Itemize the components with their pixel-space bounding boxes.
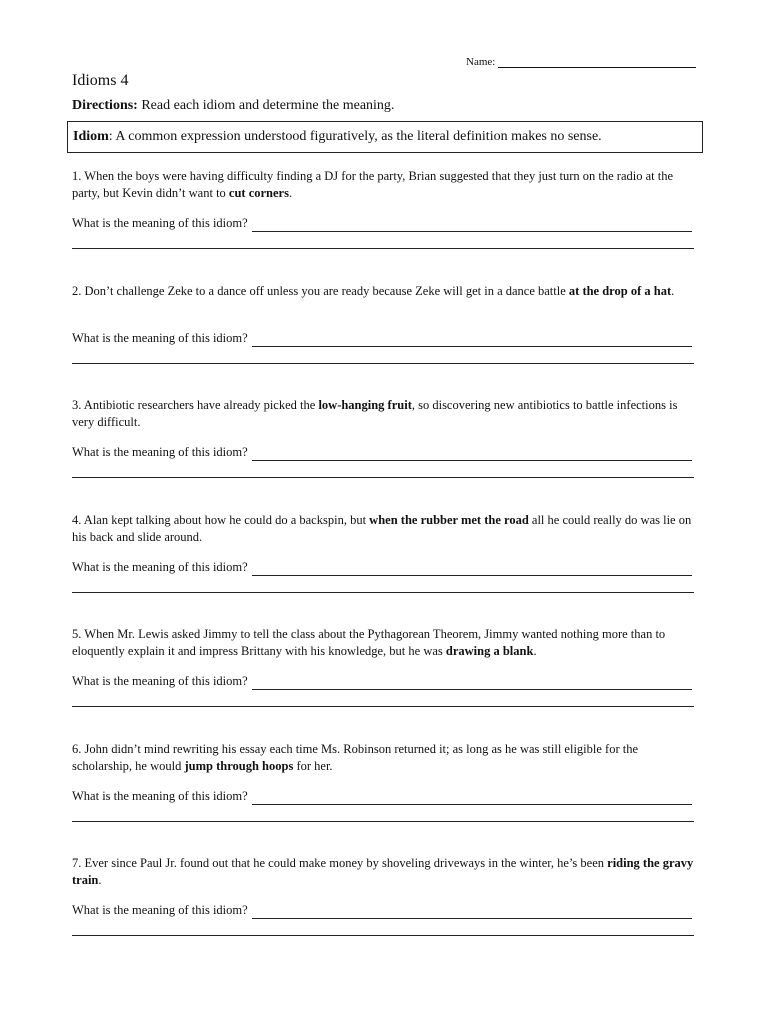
answer-prompt: What is the meaning of this idiom? xyxy=(72,674,248,688)
question-text: 5. When Mr. Lewis asked Jimmy to tell the class about the Pythagorean Theorem, Jimmy wanted nothing more than to eloquently explain it and impress Brittany with his knowledge, but he was drawing a blank. xyxy=(72,627,666,658)
answer-line[interactable] xyxy=(252,333,692,347)
idiom-phrase: drawing a blank xyxy=(445,644,534,658)
answer-row xyxy=(72,215,692,232)
question-text: 2. Don’t challenge Zeke to a dance off unless you are ready because Zeke will get in a dance battle at the drop of a hat. xyxy=(72,284,675,298)
answer-continuation-line[interactable] xyxy=(72,935,694,936)
answer-row xyxy=(72,330,692,347)
name-blank-line[interactable] xyxy=(498,55,696,68)
answer-prompt: What is the meaning of this idiom? xyxy=(72,445,248,459)
question-text: 4. Alan kept talking about how he could do a backspin, but when the rubber met the road all he could really do was lie on his back and slide around. xyxy=(72,513,692,544)
answer-line[interactable] xyxy=(252,562,692,576)
idiom-phrase: low-hanging fruit xyxy=(318,398,412,412)
answer-line[interactable] xyxy=(252,447,692,461)
question-text: 7. Ever since Paul Jr. found out that he could make money by shoveling driveways in the winter, he’s been riding the gravy train. xyxy=(72,856,694,887)
directions-label: Directions: xyxy=(72,98,138,113)
question-text: 6. John didn’t mind rewriting his essay each time Ms. Robinson returned it; as long as he was still eligible for the scholarship, he would jump through hoops for her. xyxy=(72,742,639,773)
name-label: Name: xyxy=(466,56,496,68)
question-text: 3. Antibiotic researchers have already picked the low-hanging fruit, so discovering new antibiotics to battle infections is very difficult. xyxy=(72,398,678,429)
answer-continuation-line[interactable] xyxy=(72,706,694,707)
idiom-definition-box xyxy=(67,121,703,153)
answer-prompt: What is the meaning of this idiom? xyxy=(72,560,248,574)
answer-continuation-line[interactable] xyxy=(72,592,694,593)
question-5 xyxy=(72,626,696,688)
definition-term: Idiom xyxy=(73,129,109,144)
answer-row xyxy=(72,559,692,576)
directions xyxy=(72,98,394,114)
answer-prompt: What is the meaning of this idiom? xyxy=(72,331,248,345)
answer-row xyxy=(72,902,692,919)
question-1 xyxy=(72,168,696,230)
answer-row xyxy=(72,788,692,805)
directions-text: Read each idiom and determine the meaning. xyxy=(137,98,395,113)
idiom-phrase: at the drop of a hat xyxy=(568,284,672,298)
question-7 xyxy=(72,855,696,917)
name-field xyxy=(466,55,696,68)
answer-prompt: What is the meaning of this idiom? xyxy=(72,789,248,803)
question-6 xyxy=(72,741,696,803)
answer-line[interactable] xyxy=(252,905,692,919)
answer-prompt: What is the meaning of this idiom? xyxy=(72,903,248,917)
idiom-phrase: riding the gravy train xyxy=(72,856,694,887)
worksheet-title: Idioms 4 xyxy=(72,72,129,89)
idiom-phrase: cut corners xyxy=(228,186,289,200)
answer-continuation-line[interactable] xyxy=(72,248,694,249)
question-2 xyxy=(72,283,696,345)
answer-continuation-line[interactable] xyxy=(72,821,694,822)
answer-row xyxy=(72,444,692,461)
question-4 xyxy=(72,512,696,574)
answer-line[interactable] xyxy=(252,791,692,805)
idiom-phrase: when the rubber met the road xyxy=(369,513,529,527)
answer-row xyxy=(72,673,692,690)
answer-continuation-line[interactable] xyxy=(72,363,694,364)
question-3 xyxy=(72,397,696,459)
definition-text: : A common expression understood figuratively, as the literal definition makes no sense. xyxy=(108,129,602,144)
answer-prompt: What is the meaning of this idiom? xyxy=(72,216,248,230)
answer-continuation-line[interactable] xyxy=(72,477,694,478)
idiom-phrase: jump through hoops xyxy=(184,759,294,773)
answer-line[interactable] xyxy=(252,218,692,232)
answer-line[interactable] xyxy=(252,676,692,690)
question-text: 1. When the boys were having difficulty finding a DJ for the party, Brian suggested that they just turn on the radio at the party, but Kevin didn’t want to cut corners. xyxy=(72,169,674,200)
